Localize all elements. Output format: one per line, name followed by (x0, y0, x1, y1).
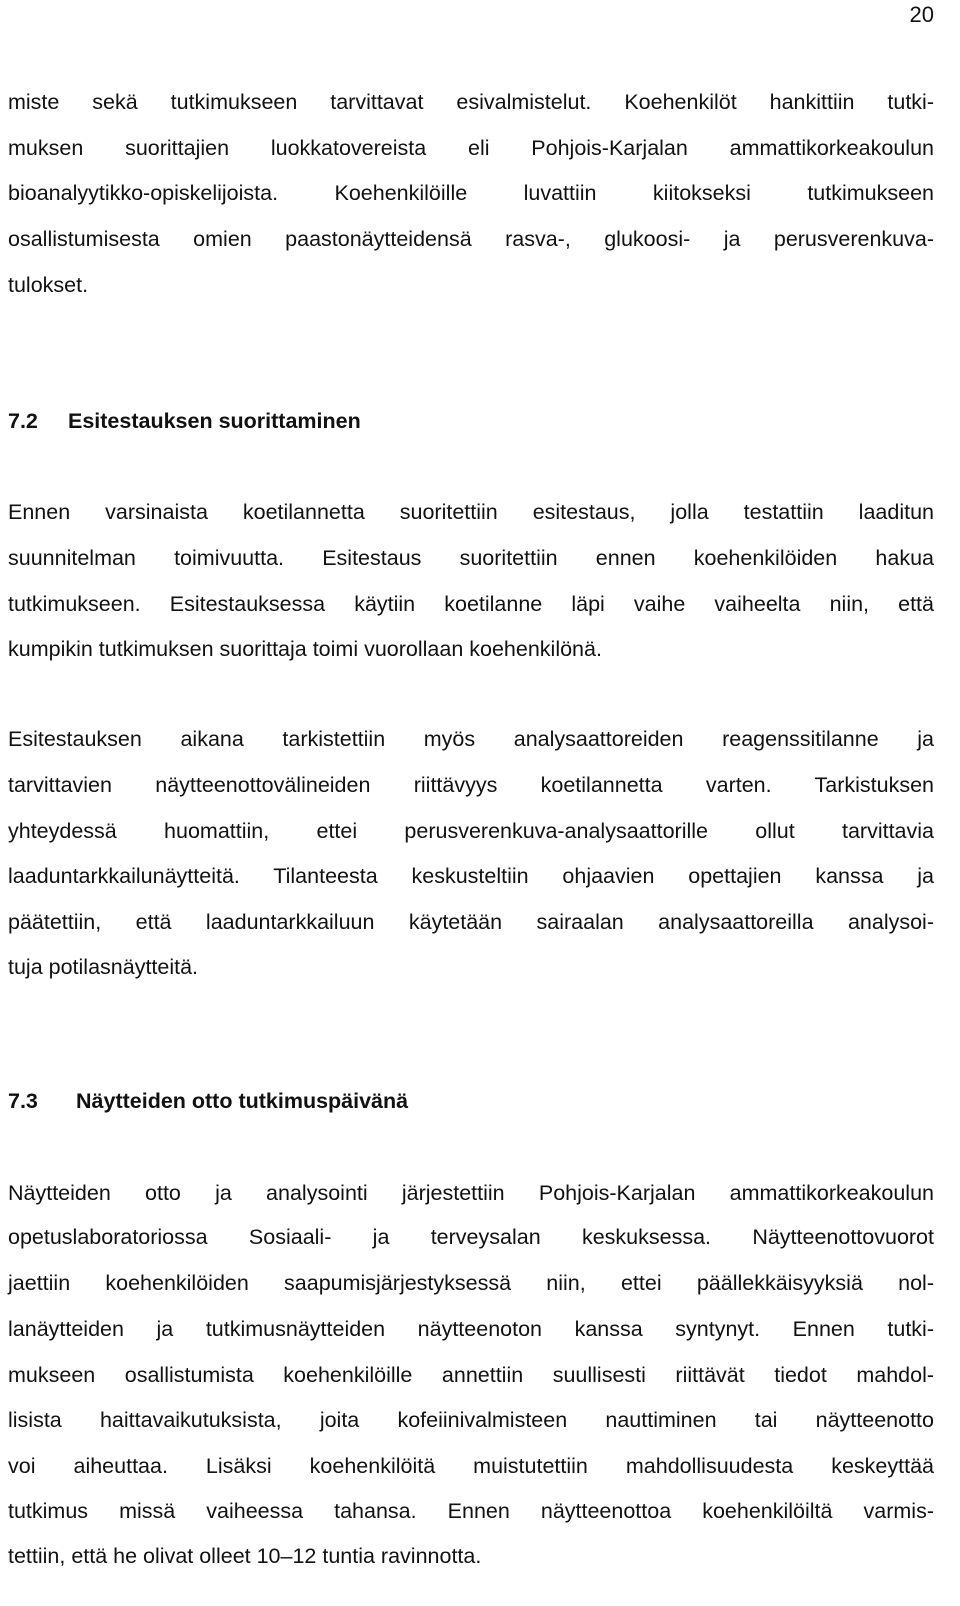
section-title: Esitestauksen suorittaminen (68, 409, 361, 433)
section-heading-7-3 (8, 1086, 408, 1116)
text-line: yhteydessä huomattiin, ettei perusverenkuva-analysaattorille ollut tarvittavia (8, 819, 934, 843)
text-line: lisista haittavaikutuksista, joita kofeiinivalmisteen nauttiminen tai näytteenotto (8, 1408, 934, 1432)
text-line: voi aiheuttaa. Lisäksi koehenkilöitä muistutettiin mahdollisuudesta keskeyttää (8, 1454, 934, 1478)
text-line: Esitestauksen aikana tarkistettiin myös analysaattoreiden reagenssitilanne ja (8, 727, 934, 751)
text-line: osallistumisesta omien paastonäytteidensä rasva-, glukoosi- ja perusverenkuva- (8, 227, 934, 251)
text-line: jaettiin koehenkilöiden saapumisjärjestyksessä niin, ettei päällekkäisyyksiä nol- (8, 1271, 934, 1295)
text-line: muksen suorittajien luokkatovereista eli Pohjois-Karjalan ammattikorkeakoulun (8, 136, 934, 160)
text-line: bioanalyytikko-opiskelijoista. Koehenkilöille luvattiin kiitokseksi tutkimukseen (8, 181, 934, 205)
page-number: 20 (909, 2, 934, 27)
text-line: kumpikin tutkimuksen suorittaja toimi vuorollaan koehenkilönä. (8, 637, 602, 661)
text-line: opetuslaboratoriossa Sosiaali- ja terveysalan keskuksessa. Näytteenottovuorot (8, 1225, 934, 1249)
text-line: päätettiin, että laaduntarkkailuun käytetään sairaalan analysaattoreilla analysoi- (8, 910, 934, 934)
text-line: tulokset. (8, 273, 89, 297)
section-heading-7-2 (8, 406, 361, 436)
text-line: Ennen varsinaista koetilannetta suoritettiin esitestaus, jolla testattiin laaditun (8, 500, 934, 524)
section-title: Näytteiden otto tutkimuspäivänä (76, 1089, 409, 1113)
section-number: 7.2 (8, 409, 38, 433)
text-line: tarvittavien näytteenottovälineiden riittävyys koetilannetta varten. Tarkistuksen (8, 773, 934, 797)
text-line: tettiin, että he olivat olleet 10–12 tuntia ravinnotta. (8, 1544, 482, 1568)
text-line: tuja potilasnäytteitä. (8, 955, 199, 979)
text-line: lanäytteiden ja tutkimusnäytteiden näytteenoton kanssa syntynyt. Ennen tutki- (8, 1317, 934, 1341)
text-line: mukseen osallistumista koehenkilöille annettiin suullisesti riittävät tiedot mahdol- (8, 1363, 934, 1387)
text-line: suunnitelman toimivuutta. Esitestaus suoritettiin ennen koehenkilöiden hakua (8, 546, 934, 570)
text-line: miste sekä tutkimukseen tarvittavat esivalmistelut. Koehenkilöt hankittiin tutki- (8, 90, 934, 114)
section-number: 7.3 (8, 1089, 38, 1113)
text-line: tutkimukseen. Esitestauksessa käytiin koetilanne läpi vaihe vaiheelta niin, että (8, 592, 934, 616)
text-line: tutkimus missä vaiheessa tahansa. Ennen näytteenottoa koehenkilöiltä varmis- (8, 1499, 934, 1523)
text-line: Näytteiden otto ja analysointi järjestettiin Pohjois-Karjalan ammattikorkeakoulun (8, 1181, 934, 1205)
text-line: laaduntarkkailunäytteitä. Tilanteesta keskusteltiin ohjaavien opettajien kanssa ja (8, 864, 934, 888)
